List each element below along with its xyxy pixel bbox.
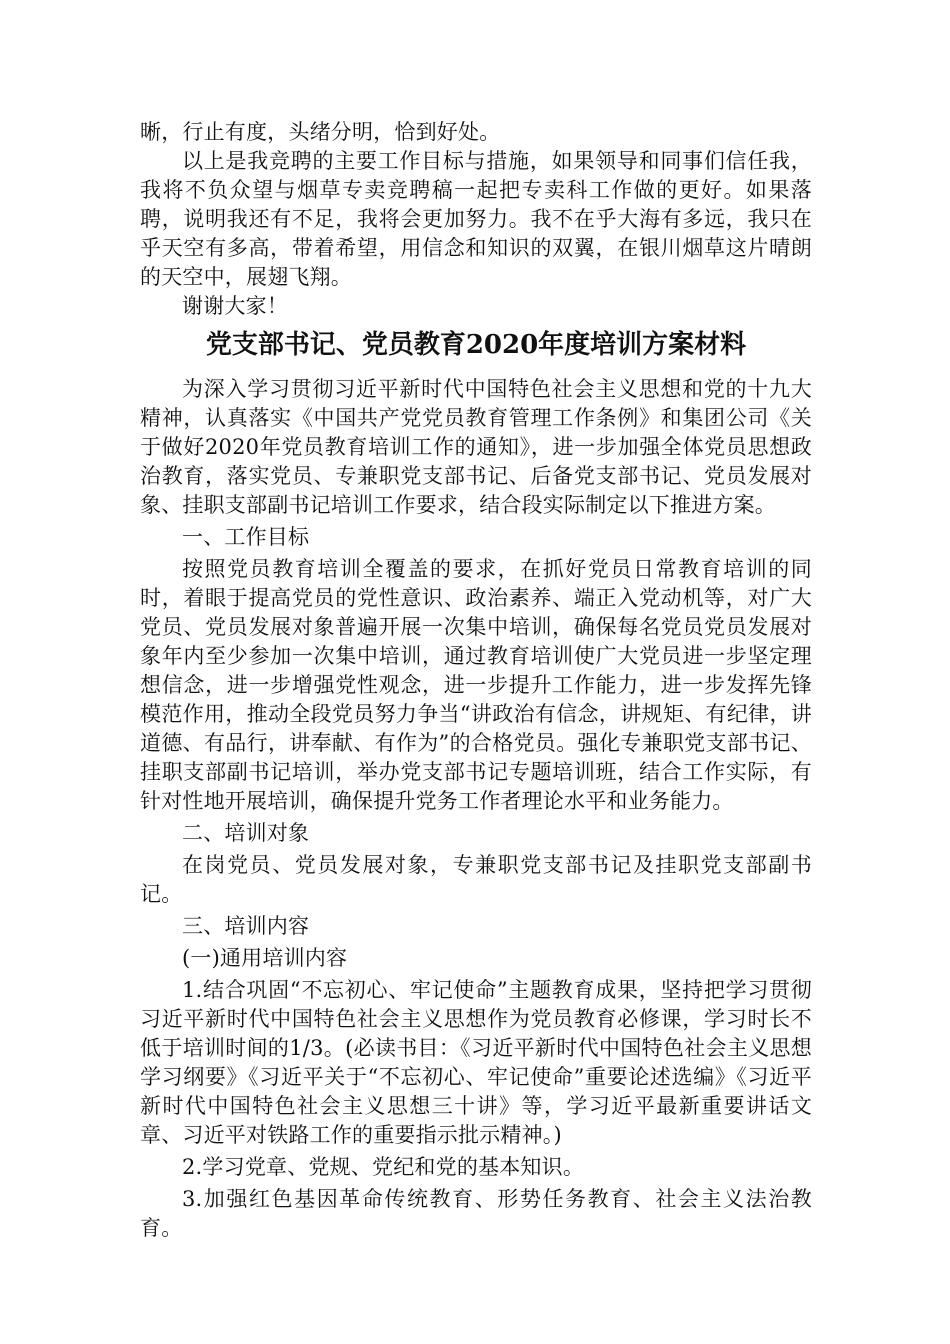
closing-paragraph: 以上是我竞聘的主要工作目标与措施，如果领导和同事们信任我，我将不负众望与烟草专卖竞聘稿一起把专卖科工作做的更好。如果落聘，说明我还有不足，我将会更加努力。我不在乎大海有多远，我只在乎天空有多高，带着希望，用信念和知识的双翼，在银川烟草这片晴朗的天空中，展翅飞翔。 xyxy=(140,149,812,289)
section-heading-content: 三、培训内容 xyxy=(182,914,310,938)
thanks-line: 谢谢大家！ xyxy=(182,294,288,318)
section-heading-targets: 二、培训对象 xyxy=(182,821,310,845)
subsection-heading-general: (一)通用培训内容 xyxy=(182,946,348,970)
section-heading-goals: 一、工作目标 xyxy=(182,525,310,549)
document-title: 党支部书记、党员教育2020年度培训方案材料 xyxy=(205,330,747,360)
list-item-2: 2.学习党章、党规、党纪和党的基本知识。 xyxy=(182,1155,585,1179)
section-body-targets: 在岗党员、党员发展对象，专兼职党支部书记及挂职党支部副书记。 xyxy=(140,853,812,906)
list-item-3: 3.加强红色基因革命传统教育、形势任务教育、社会主义法治教育。 xyxy=(140,1187,812,1240)
continuation-line: 晰，行止有度，头绪分明，恰到好处。 xyxy=(140,120,501,144)
document-page xyxy=(140,118,812,1243)
intro-paragraph: 为深入学习贯彻习近平新时代中国特色社会主义思想和党的十九大精神，认真落实《中国共产党党员教育管理工作条例》和集团公司《关于做好2020年党员教育培训工作的通知》，进一步加强全体党员思想政治教育，落实党员、专兼职党支部书记、后备党支部书记、党员发展对象、挂职支部副书记培训工作要求，结合段实际制定以下推进方案。 xyxy=(140,377,812,517)
list-item-1: 1.结合巩固“不忘初心、牢记使命”主题教育成果，坚持把学习贯彻习近平新时代中国特色社会主义思想作为党员教育必修课，学习时长不低于培训时间的1/3。(必读书目：《习近平新时代中国特色社会主义思想学习纲要》《习近平关于“不忘初心、牢记使命”重要论述选编》《习近平新时代中国特色社会主义思想三十讲》等，学习近平最新重要讲话文章、习近平对铁路工作的重要指示批示精神。) xyxy=(140,978,812,1147)
section-body-goals: 按照党员教育培训全覆盖的要求，在抓好党员日常教育培训的同时，着眼于提高党员的党性意识、政治素养、端正入党动机等，对广大党员、党员发展对象普遍开展一次集中培训，确保每名党员党员发展对象年内至少参加一次集中培训，通过教育培训使广大党员进一步坚定理想信念，进一步增强党性观念，进一步提升工作能力，进一步发挥先锋模范作用，推动全段党员努力争当“讲政治有信念，讲规矩、有纪律，讲道德、有品行，讲奉献、有作为”的合格党员。强化专兼职党支部书记、挂职支部副书记培训，举办党支部书记专题培训班，结合工作实际，有针对性地开展培训，确保提升党务工作者理论水平和业务能力。 xyxy=(140,557,812,813)
